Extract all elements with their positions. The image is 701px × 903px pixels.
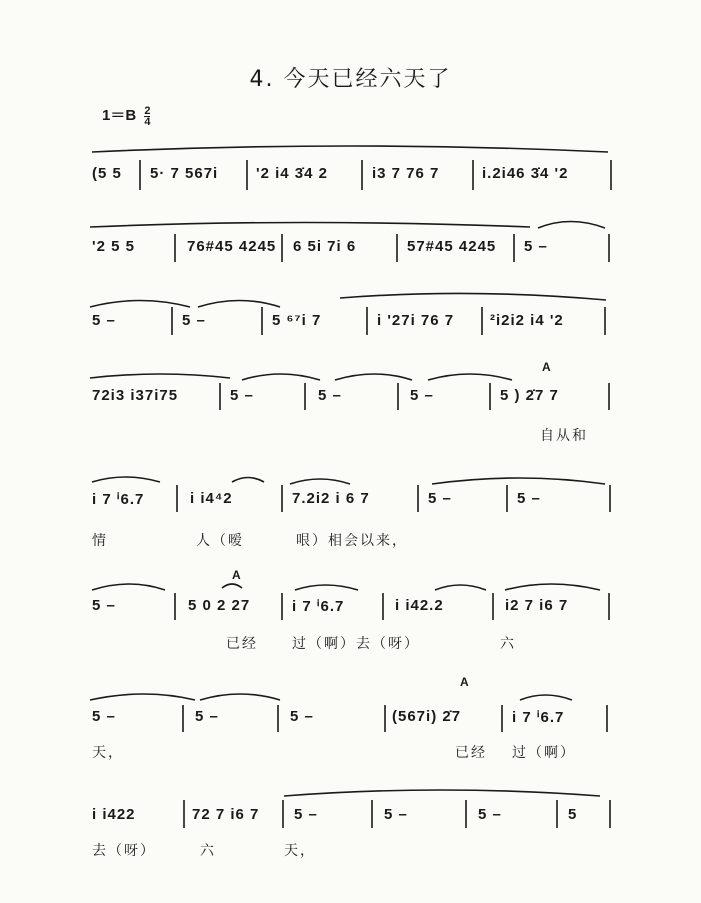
measure: 5 ) 2̇7 7	[500, 387, 559, 404]
measure: 76#45 4245	[187, 238, 277, 255]
slur	[290, 479, 350, 484]
measure: 5 –	[410, 387, 434, 404]
key-label: 1＝B	[102, 107, 137, 124]
slur	[242, 374, 320, 380]
slur	[90, 374, 230, 378]
slur	[435, 585, 486, 590]
slur	[284, 790, 600, 796]
measure: 5 –	[290, 708, 314, 725]
measure: 5 –	[230, 387, 254, 404]
measure: i 7 ⁱ6.7	[92, 491, 145, 508]
lyric: 过（啊）去（呀）	[292, 636, 420, 652]
slur	[92, 584, 165, 590]
measure: '2 5 5	[92, 238, 135, 255]
measure: i i422	[92, 806, 136, 823]
measure: 5 –	[318, 387, 342, 404]
measure: '2 i4 3̇4 2	[256, 165, 328, 182]
measure: i i4⁴2	[190, 490, 233, 507]
measure: 5 –	[182, 312, 206, 329]
measure: 5 –	[478, 806, 502, 823]
measure: 5· 7 567i	[150, 165, 219, 182]
measure: i 7 ⁱ6.7	[512, 709, 565, 726]
measure: i '27i 76 7	[377, 312, 455, 329]
slur	[90, 694, 195, 700]
measure: i2 7 i6 7	[505, 597, 569, 614]
measure: i.2i46 3̇4 '2	[482, 165, 569, 182]
measure: 5 –	[195, 708, 219, 725]
measure: i 7 ⁱ6.7	[292, 598, 345, 615]
measure: 5 –	[92, 597, 116, 614]
accent-mark: A	[542, 360, 552, 374]
slur	[232, 478, 264, 483]
measure: (5 5	[92, 165, 122, 182]
lyric: 已经	[455, 745, 487, 761]
measure: 5 –	[384, 806, 408, 823]
time-signature-numerator: 2	[144, 104, 151, 117]
measure: 72i3 i37i75	[92, 387, 179, 404]
slur	[505, 584, 600, 590]
lyric: 哏）相会以来，	[296, 533, 408, 549]
time-signature-denominator: 4	[144, 115, 151, 128]
slur	[432, 478, 605, 484]
slur	[428, 374, 512, 380]
measure: 5 –	[92, 708, 116, 725]
accent-mark: A	[232, 568, 242, 582]
measure: 5 –	[294, 806, 318, 823]
accent-mark: A	[460, 675, 470, 689]
lyric: 过（啊）	[512, 745, 576, 761]
measure: 5	[568, 806, 578, 823]
lyric: 六	[200, 843, 216, 859]
slur	[92, 477, 160, 482]
measure: 5 –	[524, 238, 548, 255]
lyric: 人（嗳	[196, 533, 244, 549]
slur	[222, 584, 242, 588]
measure: 6 5i 7i 6	[293, 238, 357, 255]
measure: ²i2i2 i4 '2	[490, 312, 564, 329]
slur	[340, 293, 606, 300]
measure: i3 7 76 7	[372, 165, 440, 182]
measure: 5 –	[517, 490, 541, 507]
measure: i i42.2	[395, 597, 444, 614]
measure: 72 7 i6 7	[192, 806, 260, 823]
measure: (567i) 2̇7	[392, 708, 462, 725]
lyric: 自从和	[540, 428, 588, 444]
slur	[198, 301, 280, 308]
song-title: 4. 今天已经六天了	[249, 67, 452, 92]
measure: 5 0 2 27	[188, 597, 251, 614]
slur	[335, 374, 412, 380]
slur	[520, 695, 572, 700]
lyric: 已经	[226, 636, 258, 652]
slur	[90, 301, 190, 308]
measure: 5 –	[428, 490, 452, 507]
slur	[200, 694, 280, 700]
lyric: 去（呀）	[92, 843, 156, 859]
measure: 5 ⁶⁷i 7	[272, 312, 322, 329]
slur	[538, 222, 605, 229]
lyric: 情	[92, 533, 108, 549]
measure: 7.2i2 i 6 7	[292, 490, 370, 507]
lyric: 天，	[284, 843, 316, 859]
slur	[90, 223, 530, 228]
slur	[92, 146, 608, 152]
measure: 5 –	[92, 312, 116, 329]
measure: 57#45 4245	[407, 238, 497, 255]
lyric: 六	[500, 636, 516, 652]
lyric: 天，	[92, 745, 124, 761]
slur	[295, 585, 358, 590]
